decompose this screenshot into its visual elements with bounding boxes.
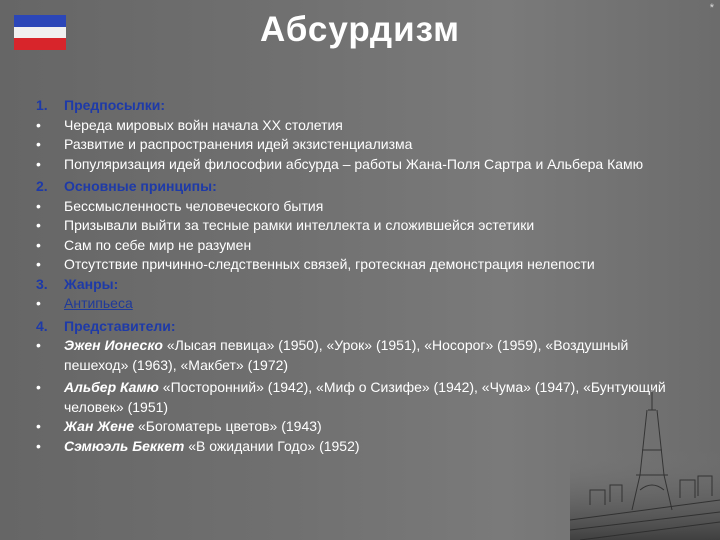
author-works: «Лысая певица» (1950), «Урок» (1951), «Носорог» (1959), «Воздушный пешеход» (1963), «Макбет» (1972)	[64, 337, 629, 373]
bullet-icon: •	[36, 256, 41, 272]
section-number: 1.	[36, 97, 48, 113]
section-heading	[36, 177, 696, 197]
bullet-icon: •	[36, 236, 41, 253]
list-item	[36, 216, 696, 236]
list-item-text	[64, 336, 696, 375]
eiffel-tower-cityscape-icon	[570, 380, 720, 540]
list-item	[36, 255, 696, 275]
list-item	[36, 197, 696, 217]
section-heading	[36, 275, 696, 295]
list-item-text: Бессмысленность человеческого бытия	[64, 197, 324, 214]
section-title: Предпосылки:	[64, 97, 166, 113]
list-item-text: Отсутствие причинно-следственных связей, гротескная демонстрация нелепости	[64, 256, 595, 272]
list-item-text: Популяризация идей философии абсурда – работы Жана-Поля Сартра и Альбера Камю	[64, 155, 644, 172]
corner-mark: *	[709, 2, 714, 14]
list-item-text: Развитие и распространения идей экзистенциализма	[64, 136, 413, 152]
list-item	[36, 135, 696, 155]
author-name: Сэмюэль Беккет	[64, 437, 185, 454]
section-heading	[36, 317, 696, 337]
antipiece-link[interactable]: Антипьеса	[64, 295, 133, 311]
section-title: Жанры:	[64, 275, 119, 292]
bullet-icon: •	[36, 136, 41, 152]
bullet-icon: •	[36, 379, 41, 395]
author-name: Эжен Ионеско	[64, 337, 163, 353]
list-item	[36, 155, 696, 175]
author-works: «В ожидании Годо» (1952)	[184, 437, 360, 454]
section-number: 3.	[36, 275, 48, 292]
page-title: Абсурдизм	[259, 10, 461, 49]
section-heading	[36, 96, 696, 116]
bullet-icon: •	[36, 437, 41, 454]
bullet-icon: •	[36, 155, 41, 172]
author-name: Альбер Камю	[64, 379, 159, 395]
bullet-icon: •	[36, 116, 41, 133]
list-item	[36, 236, 696, 256]
bullet-icon: •	[36, 197, 41, 214]
bullet-icon: •	[36, 295, 41, 311]
author-works: «Посторонний» (1942), «Миф о Сизифе» (1942), «Чума» (1947), «Бунтующий человек» (1951)	[64, 379, 666, 415]
section-number: 2.	[36, 178, 48, 194]
list-item	[36, 294, 696, 314]
list-item	[36, 116, 696, 136]
section-title: Представители:	[64, 317, 176, 334]
section-number: 4.	[36, 317, 48, 334]
bullet-icon: •	[36, 217, 41, 233]
bullet-icon: •	[36, 418, 41, 434]
author-name: Жан Жене	[64, 418, 135, 434]
bullet-icon: •	[36, 337, 41, 353]
section-title: Основные принципы:	[64, 178, 217, 194]
list-item	[36, 336, 696, 375]
list-item-text: Череда мировых войн начала ХХ столетия	[64, 116, 343, 133]
list-item-text: Призывали выйти за тесные рамки интеллекта и сложившейся эстетики	[64, 217, 535, 233]
list-item-text: Сам по себе мир не разумен	[64, 236, 252, 253]
author-works: «Богоматерь цветов» (1943)	[134, 418, 322, 434]
